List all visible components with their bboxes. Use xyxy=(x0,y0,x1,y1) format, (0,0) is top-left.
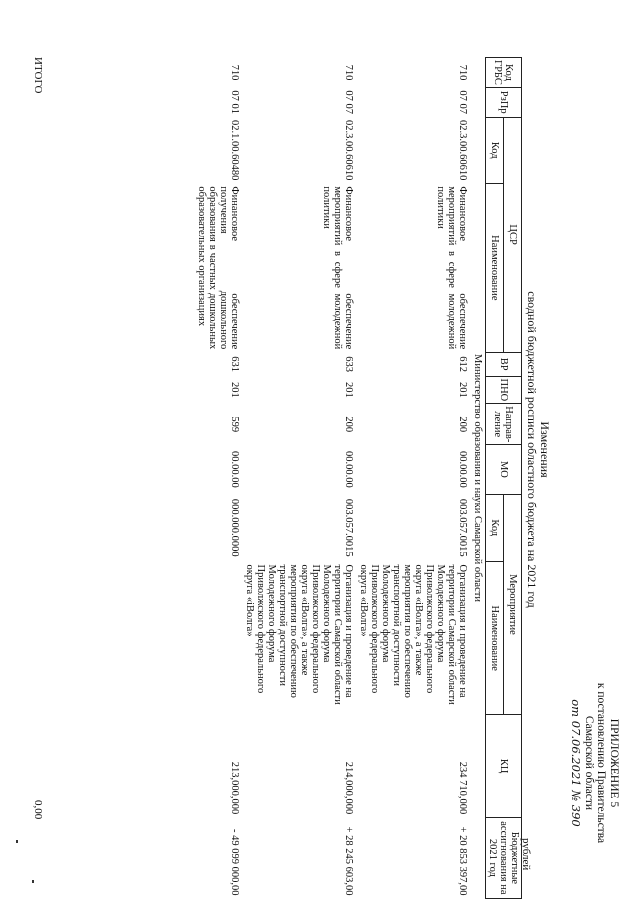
cell-rzpr: 07 07 xyxy=(457,90,468,114)
table-row xyxy=(242,58,356,899)
cell-vr: 631 xyxy=(229,356,240,372)
cell-mo: 00.00.00 xyxy=(457,451,468,488)
total-value: 0,00 xyxy=(32,800,44,820)
cell-grbs: 710 xyxy=(457,64,468,81)
appendix-date: от 07.06.2021 № 390 xyxy=(569,699,584,827)
cell-budget-change: - 49 099 000,00 xyxy=(229,829,240,896)
cell-direction: 200 xyxy=(457,416,468,433)
cell-csr-code: 02.1.00.60480 xyxy=(229,120,240,181)
header-pno: ПНО xyxy=(486,376,522,404)
cell-pno: 201 xyxy=(457,382,468,398)
cell-mo: 00.00.00 xyxy=(229,451,240,488)
cell-event-name xyxy=(194,562,242,715)
appendix-block xyxy=(570,648,620,878)
cell-event-code: 000.000.0000 xyxy=(229,498,240,557)
cell-kc-value: 214,000,000 xyxy=(343,761,354,815)
cell-rzpr: 07 01 xyxy=(229,90,240,114)
header-csr-code: Код xyxy=(486,117,504,183)
cell-kc-value: 213,000,000 xyxy=(229,761,240,815)
cell-pno: 201 xyxy=(229,382,240,398)
header-event-name: Наименование xyxy=(486,562,504,715)
cell-grbs: 710 xyxy=(343,64,354,81)
cell-csr-code: 02.3.00.60610 xyxy=(457,120,468,181)
appendix-title: ПРИЛОЖЕНИЕ 5 xyxy=(608,718,620,808)
cell-event-code: 003.057.0015 xyxy=(343,498,354,557)
header-rzpr: РзПр xyxy=(486,87,522,117)
budget-changes-table xyxy=(194,57,522,899)
cell-event-name: Организация и проведение на территории Самарской области Молодежного форума Приволжского федерального округа «iВолга», а также мероприятия по обеспечению транспортной доступности Молодежного форума Приволжского федерального округа «iВолга» xyxy=(244,564,354,705)
header-csr: ЦСР xyxy=(504,117,522,352)
table-row xyxy=(194,58,242,899)
scan-speck xyxy=(16,840,18,843)
cell-mo: 00.00.00 xyxy=(343,451,354,488)
total-label: ИТОГО xyxy=(32,57,44,94)
header-direction: Направ-ление xyxy=(486,404,522,445)
cell-csr-name: Финансовое обеспечение получения дошкольного образования в частных дошкольных образовательных организациях xyxy=(196,186,240,350)
document-subtitle: сводной бюджетной росписи областного бюджета на 2021 год xyxy=(525,291,539,608)
cell-direction: 599 xyxy=(229,416,240,433)
cell-budget-change: + 28 245 603,00 xyxy=(343,826,354,896)
cell-csr-code: 02.3.00.60610 xyxy=(343,120,354,181)
cell-csr-name: Финансовое обеспечение мероприятий в сфере молодежной политики xyxy=(435,186,468,350)
cell-kc-value: 234 710,000 xyxy=(457,761,468,815)
cell-direction: 200 xyxy=(343,416,354,433)
cell-pno: 201 xyxy=(343,382,354,398)
cell-event-name: Организация и проведение на территории Самарской области Молодежного форума Приволжского федерального округа «iВолга», а также мероприятия по обеспечению транспортной доступности Молодежного форума Приволжского федерального округа «iВолга» xyxy=(358,564,468,705)
header-budget: Бюджетные ассигнования на 2021 год xyxy=(486,817,522,898)
appendix-line2: Самарской области xyxy=(583,715,595,811)
scan-speck xyxy=(32,880,34,883)
appendix-line1: к постановлению Правительства xyxy=(595,682,608,844)
header-kc: КЦ xyxy=(486,715,522,817)
cell-budget-change: + 20 853 397,00 xyxy=(457,826,468,896)
header-event-code: Код xyxy=(486,494,504,562)
cell-grbs: 710 xyxy=(229,64,240,81)
header-vr: ВР xyxy=(486,352,522,376)
cell-vr: 612 xyxy=(457,356,468,372)
header-event: Мероприятие xyxy=(504,494,522,715)
header-grbs: Код ГРБС xyxy=(486,58,522,88)
cell-vr: 633 xyxy=(343,356,354,372)
table-row xyxy=(356,58,470,899)
header-csr-name: Наименование xyxy=(486,183,504,352)
header-mo: МО xyxy=(486,445,522,494)
cell-event-code: 003.057.0015 xyxy=(457,498,468,557)
cell-csr-name: Финансовое обеспечение мероприятий в сфере молодежной политики xyxy=(321,186,354,350)
ministry-section: Министерство образования и науки Самарской области xyxy=(472,354,483,602)
unit-label: рублей xyxy=(520,838,532,871)
document-title: Изменения xyxy=(538,421,552,478)
cell-rzpr: 07 07 xyxy=(343,90,354,114)
